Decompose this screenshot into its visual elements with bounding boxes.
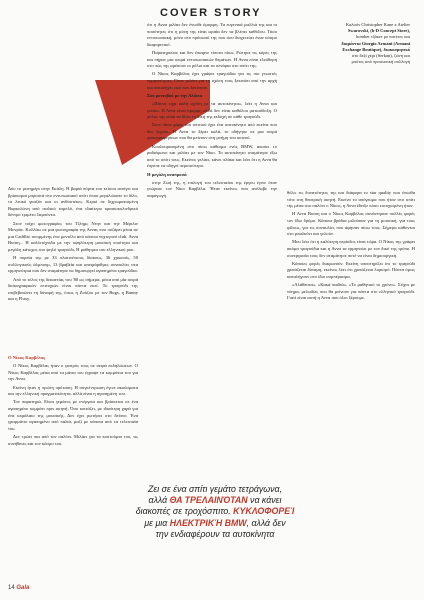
section-title: COVER STORY <box>160 7 262 19</box>
paragraph: Στον τοίχο φωτογραφίες του Τζέημς Ντην και την Μέριλιν Μονρόε. Κολλάω σε μια φωτογραφία της Αννας που ποζάρει μέσα σε μια Cadillac σουμμένης ένα μοντέλο από κάποιο νυχτερινό club. Αννα Βισση... Η καλλιτέχνιδα με την υψηλότερη μουσική ποιότητα και μεγάλη κάτοχος στο ψηλό τραγούδι, Η μαθητρια του ελληνικού ροκ. <box>8 220 139 252</box>
paragraph: Δύο το μεσημέρι στην Εκάλη. Η βαριά πόρτα του κτίσου ανοίγει και βρίσκομαι μπροστά στο εντυπωσιακό σπίτι όπου μεγαλώσατε το δίλο, το λευκό γκαζόν και οι ανθοστέκες. Κερκί σε διχρωματισμένη Βαρκελώνη από ιταλικό ταμπλό, ένα ιδιαίτερο κρασιοκυλινδρικό δέντρο τριμέτο λαμπόντα. <box>8 186 138 218</box>
page-footer <box>8 585 29 591</box>
paragraph: Η πορεία της με 33 πλατινένιους δίσκους, 36 χρυσούς, 50 συλλογικούς άλμπουμ, 13 βραβεία και απειράριθμες συναυλίες στα ερμηνεύτρια που δεν σταμάτησε να δημιουργεί αγαπημένα τραγούδια. <box>8 255 138 274</box>
paragraph: Κάποιες φορές διαφωνούν. Εκείνη υποστηρίζει ότι το τραγούδι χρειάζεται δύναμη, εκείνος λέει ότι χρειάζεται λυρισμό. Πάντα όμως καταλήγουν στο ίδιο συμπέρασμα. <box>287 260 415 279</box>
lede-name: Ο Νίκος Καρβέλας <box>8 355 45 360</box>
middle-column <box>147 22 277 201</box>
subheading: Σαν μεντεβού με την Αλόιτα <box>147 92 203 98</box>
subheading: Η μεγάλη αναπροσά <box>147 171 187 177</box>
right-column <box>287 190 415 303</box>
paragraph: θέλω τις δυνατότητες της και διάφορα το star quality που ένιωθα τότε στη θεατρική σκηνή. Εκείνο το απόγευμα που ήταν στο σπίτι της μέσα στο σαλόνι ο Νίκος, η Αννα έδειξε πόσο ευτυχισμένη ήταν. <box>287 190 415 209</box>
paragraph: Δεν τρώει πια από τον σαλόνι. Μιλάει για τα κοστούμια του, τις συνήθειες και τον κόσμο του. <box>8 433 138 446</box>
photo-credit: Καλσόν Christopher Kane x Atelier Swarovski, (b-D Concept Store), bomber τζάκετ με πατέτες και διαμάντια Giorgio Armani (Armani Exchange Boutique), διακοσμητικό στο δεξί χέρι (Serkan), ζώνη και μπότες από προσωπική συλλογή <box>341 22 410 65</box>
paragraph: ότι η Αννα μιλάει δεν ένιωθε όμορφη. Τα ευγενικά μαλλιά της και οι ποσότητες ότι η μόνη της είναι ωραία δεν τα βλέπει καθόλου. Τόσο εντυπωσιακή, μόνο στο πρόσωπό της που σου διοχετεύει έναν κόσμο διαφορετικό. <box>147 22 277 47</box>
left-column-bottom <box>8 355 138 449</box>
page-number: 14 <box>8 585 15 591</box>
paragraph: «Πάντα είχα καλή σχέση με τα αυτοκίνητα», λέει η Αννα και γελάει. Η Αννα είναι όμορφη αλλά δεν είναι καθόλου ματαιόδοξη. Ο ρόλος της είναι να δίνει τη δική της εκδοχή σε κάθε τραγούδι. <box>147 100 277 120</box>
paragraph: Στον πίσω χώρο του σπιτιού έχει ένα αυτοκίνητο από εκείνα που δεν ξεχνάς. Η Αννα το ξέρει καλά, το οδήγησε σε μια σειρά φωτογραφήσεων που θα μείνουν στη μνήμη του κοινού. <box>147 122 277 141</box>
paragraph: «Αλάθευτα», «Κακά παιδιά», «Το μαθητικό το χρόνο». Στίχοι με νόημα, μελωδίες που θα μείνουν για πάντα στο ελληνικό τραγούδι. Γιατί είναι αυτή η Αννα που όλοι ξέρουμε. <box>287 282 415 301</box>
paragraph: Τον παρατηρώ. Είναι γεμάτος με ενέργεια και βρίσκεται σε ένα αγαπημένο κομμάτι πριν σκηνή. Όσο κοιτάζει, με ιδιαίτερη χαρά για ένα κεφάλαιο της μουσικής. Δεν έχει ρωτήσει στο δείπνο. Ένα γραμμάτιο αγαπημένο από παλιά, μαζί με κάποια από τα τελευταία του. <box>8 399 138 431</box>
paragraph: Κουλουριασμένη στο πίσω κάθισμα ενός BMW, ακούει το ραδιόφωνο και μιλάει με τον Νίκο. Το αυτοκίνητο σταμάτησε έξω από το σπίτι τους. Εκείνος γελάει, κάνει πλάκα και λέει ότι η Αννα θα έπρεπε να οδηγεί περισσότερο. <box>147 143 277 169</box>
paragraph: Μου λέει ότι η καλύτερη περίοδος είναι τώρα. Ο Νίκος της γράφει ακόμα τραγούδια και η Αννα τα ερμηνεύει με τον δικό της τρόπο. Η συνεργασία τους δεν σταμάτησε ποτέ να είναι δημιουργική. <box>287 239 415 258</box>
paragraph: Η Αννα Βισση και ο Νίκος Καρβέλας συνάντησαν πολλές φορές τον ίδιο δρόμο. Κάποια βράδια μιλούσαν για τη μουσική, για τους φίλους, για τις συναυλίες που άφησαν πίσω τους. Σήμερα κάθονται στο μπαλκόνι και γελούν. <box>287 211 415 237</box>
pull-quote: Ζει σε ένα σπίτι γεμάτο τετράγωνα, αλλά ΘΑ ΤΡΕΛΑΙΝΌΤΑΝ να κάνει διακοπές σε τροχόσπιτο. ΚΥΚΛΟΦΟΡΕΊ με μια ΗΛΕΚΤΡΙΚΉ BMW, αλλά δεν την ενδιαφέρουν τα αυτοκίνητα <box>135 484 295 539</box>
paragraph: Παρατηρούσε και δεν έπαιρνε τίποτα πίσω. Ρώτησε τις κόρες της και πήραν μια σειρά εντυπωσιακών θεμάτων. Η Αννα είναι ελεύθερη στο πώς της αρέσουν οι ρόλοι και τα σενάρια στο σπίτι της. <box>147 49 277 69</box>
magazine-logo: Gala <box>16 585 30 591</box>
left-column-top <box>8 186 138 304</box>
paragraph: Ο Νίκος Καρβέλας έχει γράψει τραγούδια για τις πιο γνωστές ερμηνεύτριες. Όταν μιλάει για τη σχέση τους ξεκινάει από την αρχή και καταλήγει εκεί που ξεκίνησε. <box>147 71 277 90</box>
paragraph: Εκείνη ήταν η πρώτη πρόταση. Η συγκέντρωση έγινε ακούσματα και την ελληνική πραγματικότητα, αλλά είναι η αγαπημένη του. <box>8 384 138 397</box>
paragraph: Ο Νίκος Καρβέλας ήταν ο γιατρός τους σε σειρά εκδηλώσεων. Ο Νίκος Καρβέλας μέσα από τα μάτια του έγραψε τα κομμάτια του για την Αννα. <box>8 363 138 382</box>
paragraph: στην Ζωή της, η επιλογή του τελευταίου της έργου έγινε όταν γνώρισε τον Νίκο Καρβέλα. Ήταν εκείνος που ανέλαβε την παραγωγή. <box>147 179 277 198</box>
paragraph: Από το τέλος της δεκαετίας του '80 ως σήμερα, μέσα από μία σειρά δισκογραφικών επιτυχιών είναι πάντα εκεί. Το τραγούδι της επιβεβαιώνει τη δύναμή της, όπως η Ζούζου με τον Bugs, η Bunny και η Fluxy. <box>8 276 138 302</box>
